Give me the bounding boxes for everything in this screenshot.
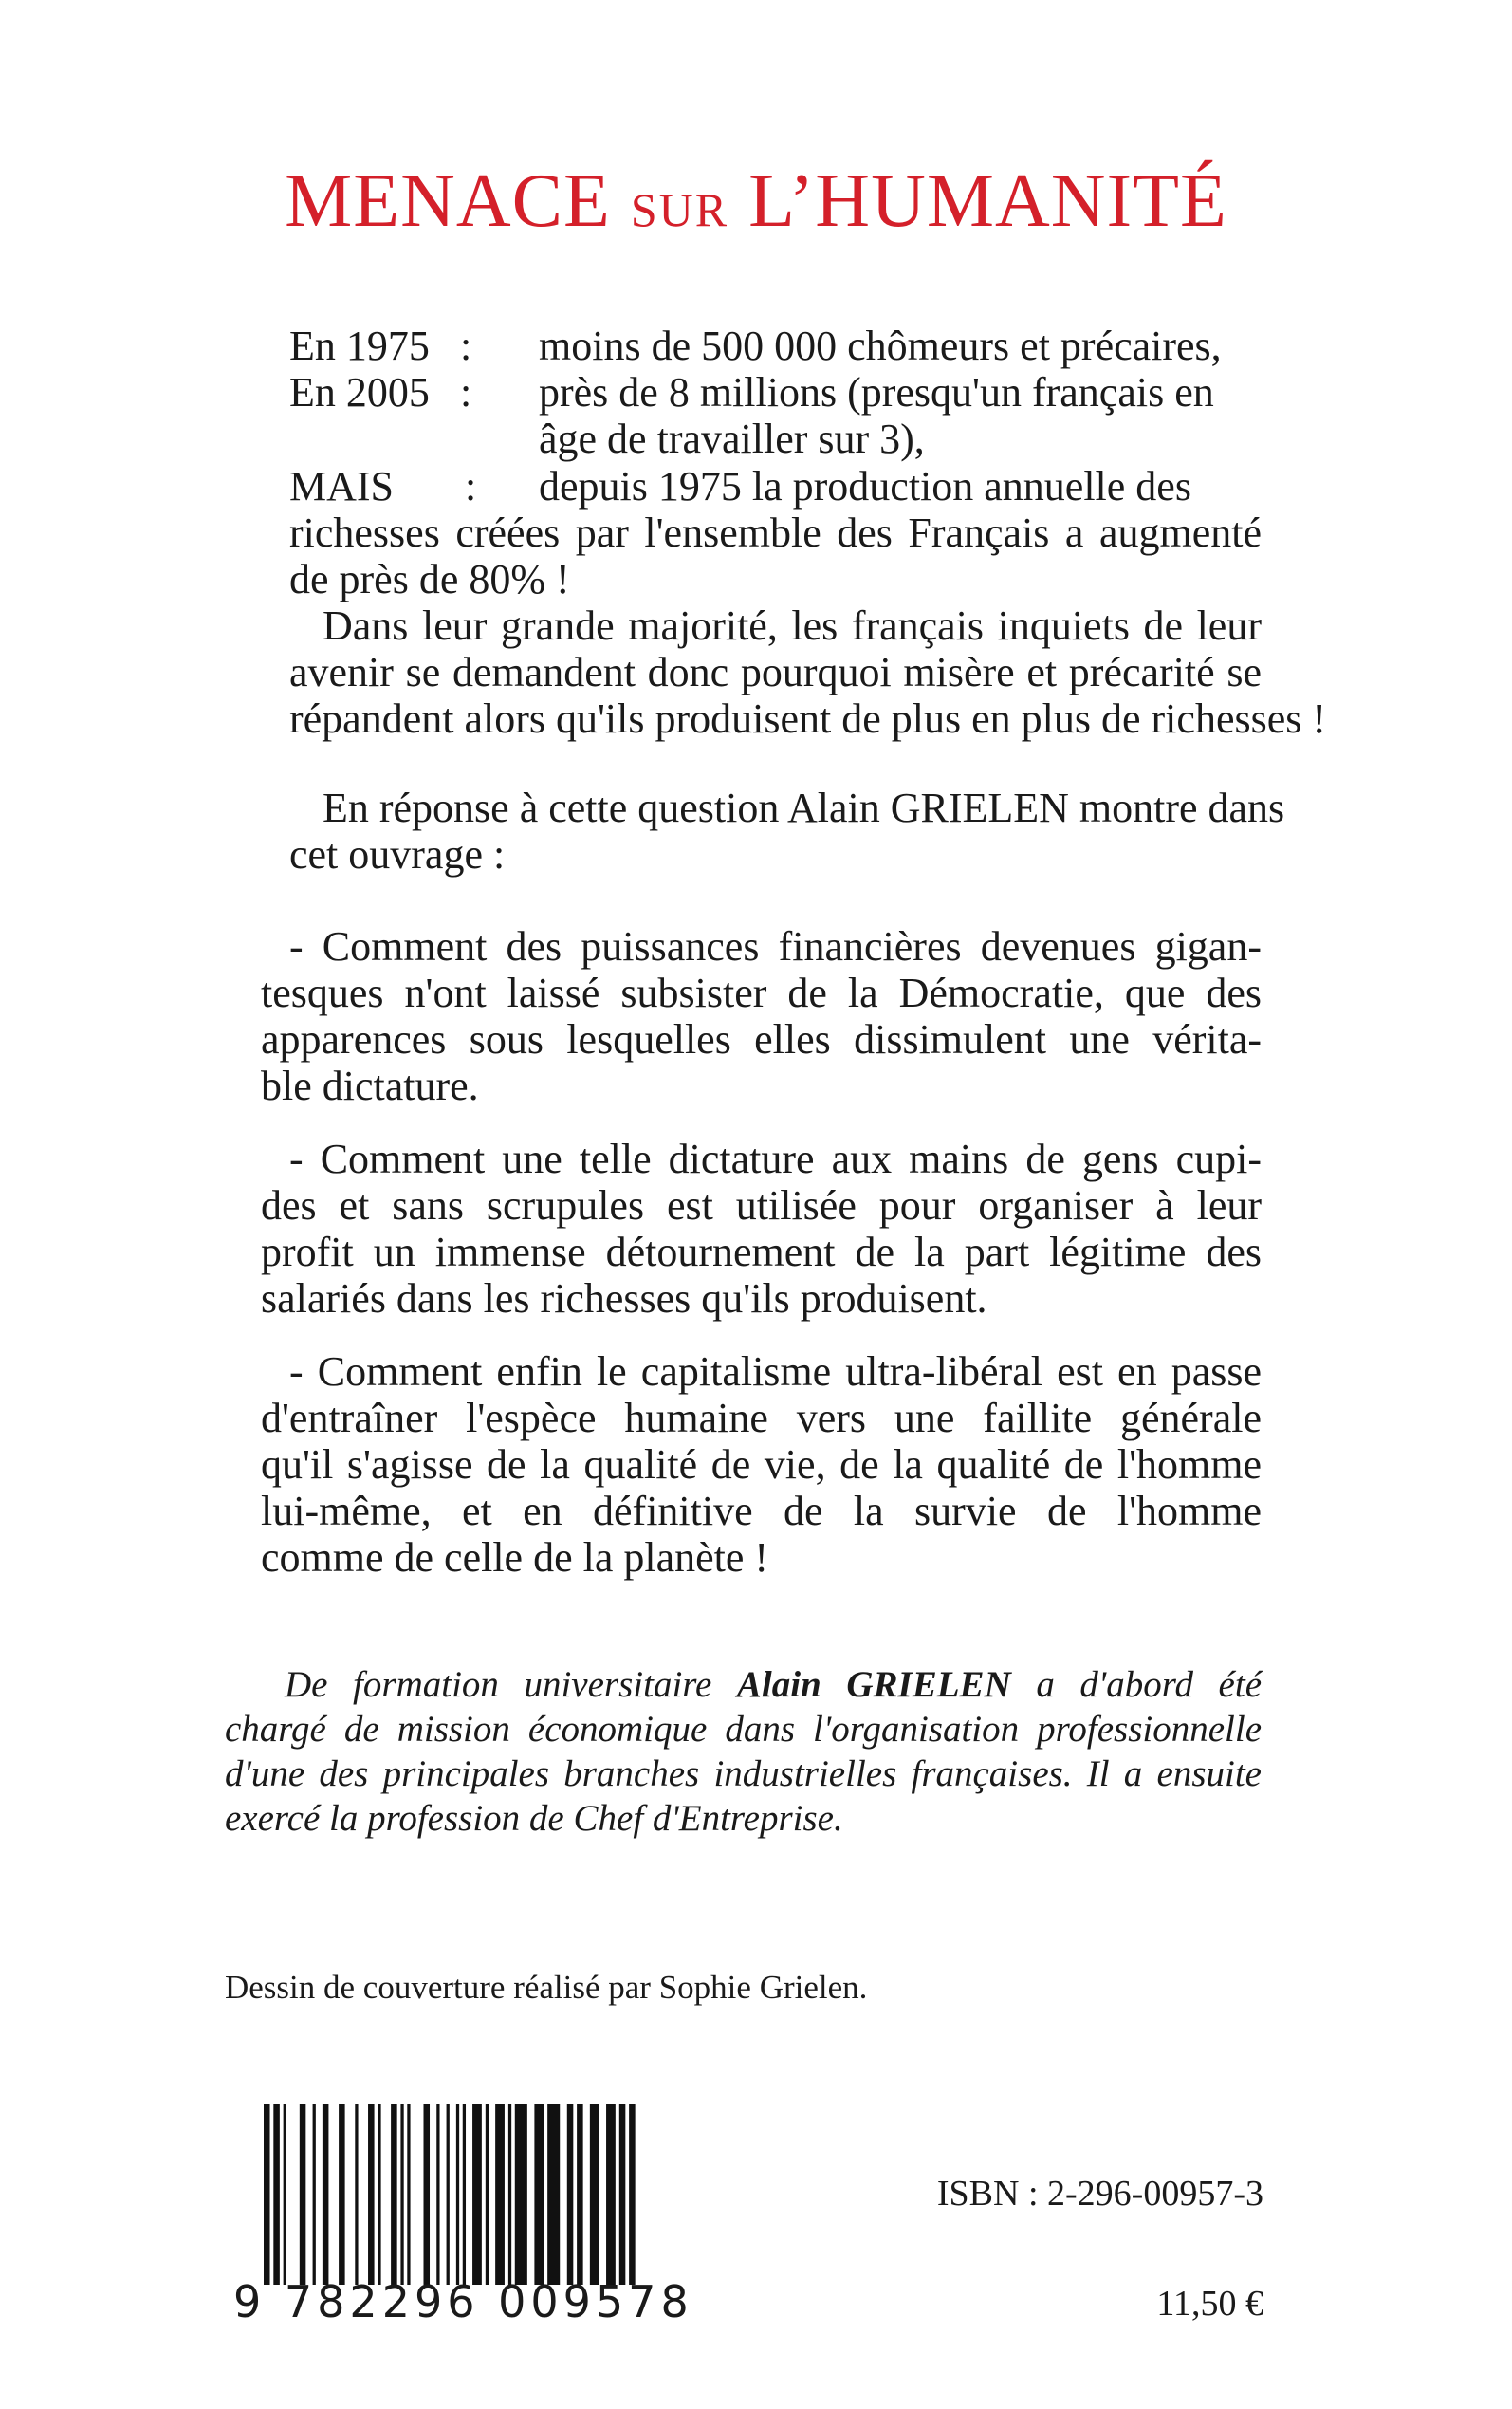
barcode-bar bbox=[355, 2104, 358, 2285]
barcode-bar bbox=[284, 2104, 286, 2285]
paragraph-line: avenir se demandent donc pourquoi misère et précarité se bbox=[289, 649, 1262, 695]
stat-label: En 2005 bbox=[289, 369, 430, 416]
intro-line: de près de 80% ! bbox=[289, 556, 570, 602]
barcode-bar bbox=[472, 2104, 482, 2285]
stat-label: MAIS bbox=[289, 463, 395, 510]
bullet-line: des et sans scrupules est utilisée pour organiser à leur bbox=[261, 1182, 1262, 1229]
stat-separator: : bbox=[460, 323, 472, 369]
title-part-menace: MENACE bbox=[285, 159, 611, 243]
barcode-digits: 9 782296 009578 bbox=[233, 2276, 693, 2327]
title-part-humanite: L’HUMANITÉ bbox=[748, 159, 1227, 243]
bullet-line: - Comment des puissances financières devenues gigan- bbox=[289, 923, 1262, 970]
barcode-bar bbox=[590, 2104, 599, 2285]
barcode-bar bbox=[300, 2104, 306, 2285]
book-title bbox=[0, 154, 1512, 257]
bullet-line: qu'il s'agisse de la qualité de vie, de la qualité de l'homme bbox=[261, 1441, 1262, 1488]
barcode-bar bbox=[423, 2104, 430, 2285]
barcode-bar bbox=[407, 2104, 410, 2285]
bio-prefix: De formation universitaire bbox=[285, 1664, 737, 1705]
bullet-line: - Comment une telle dictature aux mains de gens cupi- bbox=[289, 1136, 1262, 1182]
stat-text: près de 8 millions (presqu'un français en bbox=[539, 369, 1214, 416]
paragraph-line: Dans leur grande majorité, les français inquiets de leur bbox=[323, 602, 1262, 649]
price: 11,50 € bbox=[1156, 2284, 1263, 2324]
barcode-bar bbox=[447, 2104, 450, 2285]
barcode-bar bbox=[629, 2104, 636, 2285]
barcode-bar bbox=[456, 2104, 459, 2285]
author-bio-line bbox=[285, 1662, 1262, 1707]
intro-line: richesses créées par l'ensemble des Français a augmenté bbox=[289, 510, 1262, 556]
barcode-bar bbox=[606, 2104, 616, 2285]
barcode-bar bbox=[378, 2104, 380, 2285]
bullet-line: profit un immense détournement de la part légitime des bbox=[261, 1229, 1262, 1275]
barcode-bar bbox=[368, 2104, 375, 2285]
stat-label: En 1975 bbox=[289, 323, 430, 369]
barcode-bar bbox=[273, 2104, 280, 2285]
stat-text: âge de travailler sur 3), bbox=[539, 416, 925, 462]
stat-separator: : bbox=[460, 369, 472, 416]
isbn-number: ISBN : 2-296-00957-3 bbox=[936, 2174, 1263, 2214]
barcode-bar bbox=[486, 2104, 489, 2285]
barcode-bar bbox=[339, 2104, 345, 2285]
bullet-line: apparences sous lesquelles elles dissimulent une vérita- bbox=[261, 1016, 1262, 1063]
stat-text: moins de 500 000 chômeurs et précaires, bbox=[539, 323, 1222, 369]
bio-suffix: a d'abord été bbox=[1010, 1664, 1263, 1705]
stat-text: depuis 1975 la production annuelle des bbox=[539, 463, 1191, 510]
stat-separator: : bbox=[465, 463, 477, 510]
author-bio-line: d'une des principales branches industrielles françaises. Il a ensuite bbox=[225, 1753, 1262, 1794]
bullet-line: lui-même, et en définitive de la survie de l'homme bbox=[261, 1488, 1262, 1534]
barcode-bar bbox=[495, 2104, 505, 2285]
barcode-bar bbox=[264, 2104, 270, 2285]
author-bio-line: exercé la profession de Chef d'Entreprise. bbox=[225, 1798, 843, 1839]
barcode-bar bbox=[547, 2104, 560, 2285]
bio-author-name: Alain GRIELEN bbox=[736, 1664, 1011, 1705]
paragraph-line: En réponse à cette question Alain GRIELEN montre dans bbox=[323, 785, 1285, 831]
bullet-line: salariés dans les richesses qu'ils produisent. bbox=[261, 1275, 987, 1322]
barcode-bar bbox=[313, 2104, 316, 2285]
bullet-line: - Comment enfin le capitalisme ultra-libéral est en passe bbox=[289, 1348, 1262, 1395]
author-bio-line: chargé de mission économique dans l'organisation professionnelle bbox=[225, 1709, 1262, 1750]
barcode-bar bbox=[534, 2104, 544, 2285]
paragraph-line: répandent alors qu'ils produisent de plus en plus de richesses ! bbox=[289, 695, 1327, 742]
barcode-image bbox=[264, 2104, 636, 2285]
barcode-bar bbox=[619, 2104, 626, 2285]
barcode-bar bbox=[436, 2104, 439, 2285]
barcode-bar bbox=[515, 2104, 527, 2285]
bullet-line: ble dictature. bbox=[261, 1063, 479, 1109]
barcode-bar bbox=[567, 2104, 574, 2285]
bullet-line: d'entraîner l'espèce humaine vers une faillite générale bbox=[261, 1395, 1262, 1441]
cover-credit: Dessin de couverture réalisé par Sophie Grielen. bbox=[225, 1969, 868, 2006]
title-part-sur: SUR bbox=[630, 183, 729, 236]
bullet-line: comme de celle de la planète ! bbox=[261, 1534, 769, 1581]
barcode-bar bbox=[508, 2104, 511, 2285]
barcode-bar bbox=[577, 2104, 583, 2285]
barcode-bar bbox=[391, 2104, 397, 2285]
paragraph-line: cet ouvrage : bbox=[289, 831, 506, 878]
barcode-bar bbox=[463, 2104, 466, 2285]
barcode-bar bbox=[323, 2104, 329, 2285]
bullet-line: tesques n'ont laissé subsister de la Démocratie, que des bbox=[261, 970, 1262, 1016]
barcode-bar bbox=[400, 2104, 403, 2285]
